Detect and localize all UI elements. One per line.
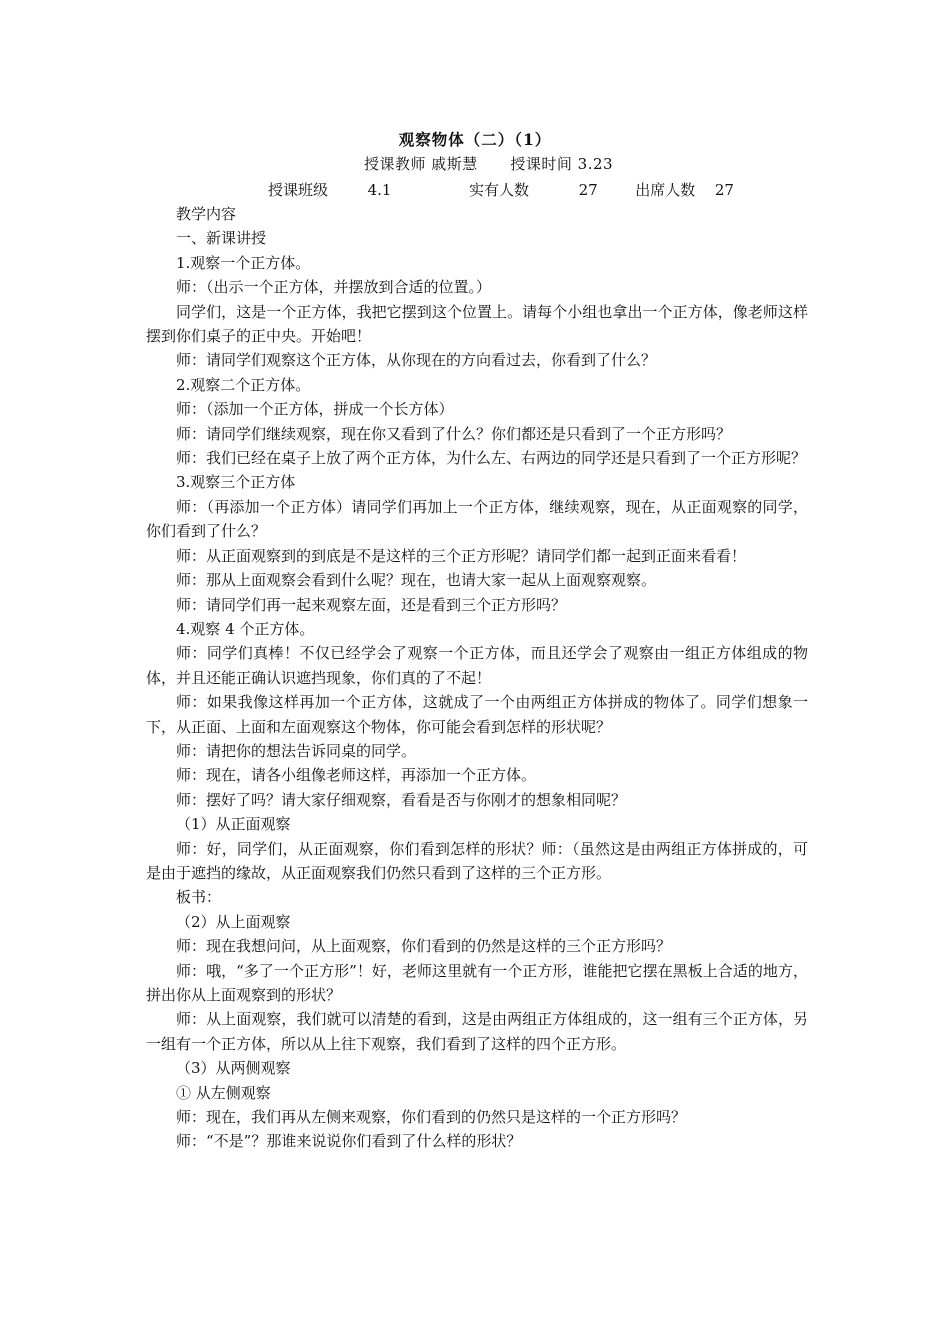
document-body	[146, 202, 808, 1154]
section-heading: 一、新课讲授	[176, 229, 267, 248]
teacher-label: 授课教师	[364, 155, 427, 173]
teacher-name: 戚斯慧	[431, 155, 478, 173]
paragraph: 师：同学们真棒！不仅已经学会了观察一个正方体，而且还学会了观察由一组正方体组成的物体，并且还能正确认识遮挡现象，你们真的了不起！	[146, 644, 808, 687]
paragraph: 教学内容	[176, 205, 237, 223]
paragraph: 师：（再添加一个正方体）请同学们再加上一个正方体，继续观察，现在，从正面观察的同学，你们看到了什么？	[146, 497, 808, 541]
paragraph: 师：请同学们继续观察，现在你又看到了什么？你们都还是只看到了一个正方形吗？	[176, 424, 732, 443]
subsection-heading: ① 从左侧观察	[176, 1083, 271, 1102]
paragraph: 师：摆好了吗？请大家仔细观察，看看是否与你刚才的想象相同呢？	[176, 790, 627, 809]
subsection-heading: （3）从两侧观察	[176, 1059, 291, 1078]
paragraph: 师：现在，我们再从左侧来观察，你们看到的仍然只是这样的一个正方形吗？	[176, 1108, 687, 1127]
paragraph: 师：请同学们观察这个正方体，从你现在的方向看过去，你看到了什么？	[176, 351, 657, 370]
paragraph: 师：我们已经在桌子上放了两个正方体，为什么左、右两边的同学还是只看到了一个正方形呢？	[176, 449, 807, 468]
paragraph: 师：哦，“多了一个正方形”！好，老师这里就有一个正方形，谁能把它摆在黑板上合适的地方，拼出你从上面观察到的形状？	[146, 961, 808, 1004]
subsection-heading: 3.观察三个正方体	[176, 473, 296, 492]
present-value: 27	[714, 181, 734, 199]
paragraph: 师：现在我想问问，从上面观察，你们看到的仍然是这样的三个正方形吗？	[176, 937, 672, 956]
page-title: 观察物体（二）（1）	[398, 130, 552, 149]
time-label: 授课时间	[510, 155, 573, 173]
paragraph: 师：请同学们再一起来观察左面，还是看到三个正方形吗？	[176, 595, 567, 614]
paragraph: 师：从上面观察，我们就可以清楚的看到，这是由两组正方体组成的，这一组有三个正方体，另一组有一个正方体，所以从上往下观察，我们看到了这样的四个正方形。	[146, 1010, 808, 1053]
paragraph: 师：那从上面观察会看到什么呢？现在，也请大家一起从上面观察观察。	[176, 571, 657, 590]
paragraph: 师：好，同学们，从正面观察，你们看到怎样的形状？师：（虽然这是由两组正方体拼成的，可是由于遮挡的缘故，从正面观察我们仍然只看到了这样的三个正方形。	[146, 839, 808, 882]
paragraph: 师：从正面观察到的到底是不是这样的三个正方形呢？请同学们都一起到正面来看看！	[176, 546, 747, 565]
paragraph: 同学们，这是一个正方体，我把它摆到这个位置上。请每个小组也拿出一个正方体，像老师这样摆到你们桌子的正中央。开始吧！	[146, 302, 808, 346]
paragraph: 师：（添加一个正方体，拼成一个长方体）	[176, 400, 454, 419]
paragraph: 师：现在，请各小组像老师这样，再添加一个正方体。	[176, 766, 537, 785]
paragraph: 师：如果我像这样再加一个正方体，这就成了一个由两组正方体拼成的物体了。同学们想象一下，从正面、上面和左面观察这个物体，你可能会看到怎样的形状呢？	[146, 693, 808, 736]
actual-label: 实有人数	[469, 181, 530, 199]
subsection-heading: （1）从正面观察	[176, 815, 291, 834]
time-value: 3.23	[577, 155, 614, 173]
subsection-heading: 1.观察一个正方体。	[176, 253, 311, 272]
class-value: 4.1	[367, 181, 392, 199]
present-label: 出席人数	[635, 181, 696, 199]
paragraph: 师：请把你的想法告诉同桌的同学。	[176, 741, 417, 760]
subsection-heading: 4.观察 4 个正方体。	[176, 619, 315, 638]
class-attendance-line	[268, 179, 734, 200]
class-label: 授课班级	[268, 181, 329, 199]
subsection-heading: 2.观察二个正方体。	[176, 375, 311, 394]
actual-value: 27	[578, 181, 598, 199]
paragraph: 板书：	[176, 888, 222, 907]
subsection-heading: （2）从上面观察	[176, 912, 291, 931]
teacher-time-line	[364, 153, 613, 174]
paragraph: 师：（出示一个正方体，并摆放到合适的位置。）	[176, 278, 492, 297]
paragraph: 师：“不是”？那谁来说说你们看到了什么样的形状？	[176, 1132, 522, 1151]
